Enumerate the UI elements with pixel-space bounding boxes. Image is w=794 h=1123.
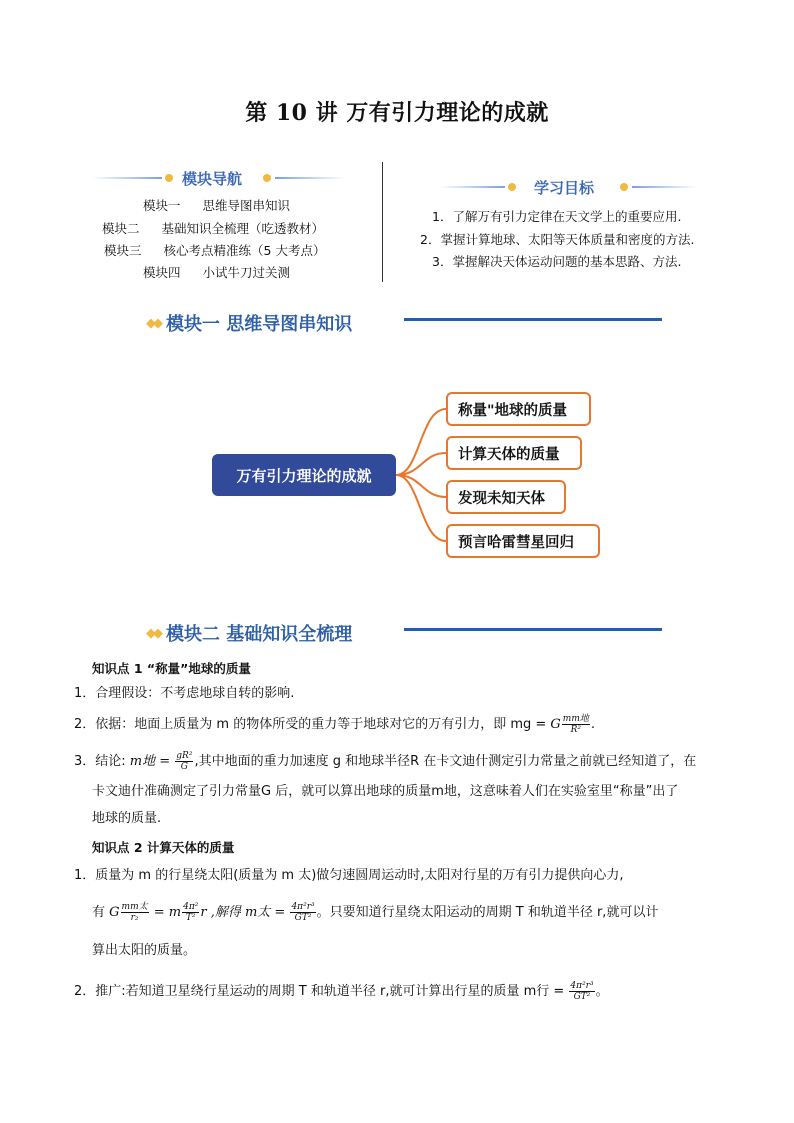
nav-item-module1[interactable]: 模块一 思维导图串知识 (143, 198, 291, 213)
goal-item: 2．掌握计算地球、太阳等天体质量和密度的方法. (420, 232, 695, 247)
mindmap-branch-halley-comet: 预言哈雷彗星回归 (446, 524, 600, 558)
kp1-paragraph-3-line2: 卡文迪什准确测定了引力常量G 后，就可以算出地球的质量m地，这意味着人们在实验室里“称量”出了 (92, 784, 679, 799)
kp1-paragraph-3: 3．结论: m地 = $\frac{\text{gR²}}{G}$ ,其中地面的重力加速度 g 和地球半径R 在卡文迪什测定引力常量之前就已经知道了，在 (74, 751, 697, 772)
goals-heading-dot-left (508, 183, 516, 191)
kp2-paragraph-1: 1．质量为 m 的行星绕太阳(质量为 m 太)做匀速圆周运动时,太阳对行星的万有引力提供向心力, (74, 868, 624, 883)
goals-heading: 学习目标 (534, 179, 595, 197)
kp2-paragraph-1-line3: 算出太阳的质量。 (92, 943, 197, 958)
goals-heading-line-left (440, 186, 505, 188)
nav-heading-dot-right (263, 174, 271, 182)
kp2-paragraph-2: 2．推广:若知道卫星绕行星运动的周期 T 和轨道半径 r,就可计算出行星的质量 m行 = $\frac{\text{4π²r³}}{\text{GT²}}$ 。 (74, 981, 609, 1002)
module1-heading (146, 310, 352, 336)
kp1-title: 知识点 1 “称量”地球的质量 (92, 661, 251, 676)
nav-item-module4[interactable]: 模块四 小试牛刀过关测 (143, 265, 291, 280)
nav-heading: 模块导航 (182, 170, 243, 188)
kp2-paragraph-1-formula: 有 G $\frac{\text{mm太}}{\text{r₂}}$ = m $\frac{\text{4π²}}{\text{T²}}$ r ,解得 m太 = $\frac{\text{4π²r³}}{\text{GT²}}$ 。只要知道行星绕太阳运动的周期 T 和轨道半径 r,就可以计 (92, 902, 659, 923)
module2-heading-line (404, 628, 662, 631)
formula-fraction: $\frac{\text{gR²}}{G}$ (176, 751, 193, 772)
formula-fraction: $\frac{\text{4π²r³}}{\text{GT²}}$ (570, 981, 594, 1002)
goals-heading-line-right (632, 186, 697, 188)
mindmap-branch-unknown-body: 发现未知天体 (446, 480, 566, 514)
goal-item: 3．掌握解决天体运动问题的基本思路、方法. (432, 254, 682, 269)
formula-fraction: $\frac{\text{mm地}}{\text{R²}}$ (562, 714, 589, 735)
formula-fraction: $\frac{\text{4π²}}{\text{T²}}$ (183, 902, 199, 923)
kp2-title: 知识点 2 计算天体的质量 (92, 840, 235, 855)
mindmap-branch-weigh-earth: 称量"地球的质量 (446, 392, 591, 426)
mindmap-branch-celestial-mass: 计算天体的质量 (446, 436, 582, 470)
kp1-paragraph-2: 2．依据：地面上质量为 m 的物体所受的重力等于地球对它的万有引力，即 mg = G $\frac{\text{mm地}}{\text{R²}}$ . (74, 714, 596, 735)
nav-heading-line-left (92, 177, 162, 179)
module1-heading-text: 模块一 思维导图串知识 (166, 314, 353, 335)
goal-item: 1．了解万有引力定律在天文学上的重要应用. (432, 209, 682, 224)
nav-heading-line-right (275, 177, 345, 179)
module1-heading-line (404, 318, 662, 321)
mindmap-connectors (390, 395, 450, 555)
kp1-paragraph-1: 1．合理假设：不考虑地球自转的影响. (74, 686, 295, 701)
goals-heading-dot-right (620, 183, 628, 191)
formula-fraction: $\frac{\text{mm太}}{\text{r₂}}$ (121, 902, 148, 923)
nav-heading-dot-left (165, 174, 173, 182)
kp1-paragraph-3-line3: 地球的质量. (92, 811, 162, 826)
diamond-icon: ◆◆ (146, 315, 160, 331)
nav-item-module2[interactable]: 模块二 基础知识全梳理（吃透教材） (102, 221, 325, 236)
page-title: 第 10 讲 万有引力理论的成就 (245, 100, 549, 126)
formula-fraction: $\frac{\text{4π²r³}}{\text{GT²}}$ (291, 902, 315, 923)
mindmap-root: 万有引力理论的成就 (212, 454, 396, 496)
nav-item-module3[interactable]: 模块三 核心考点精准练（5 大考点） (104, 243, 326, 258)
header-divider (382, 162, 383, 282)
diamond-icon: ◆◆ (146, 625, 160, 641)
module2-heading (146, 620, 352, 646)
module2-heading-text: 模块二 基础知识全梳理 (166, 624, 353, 645)
